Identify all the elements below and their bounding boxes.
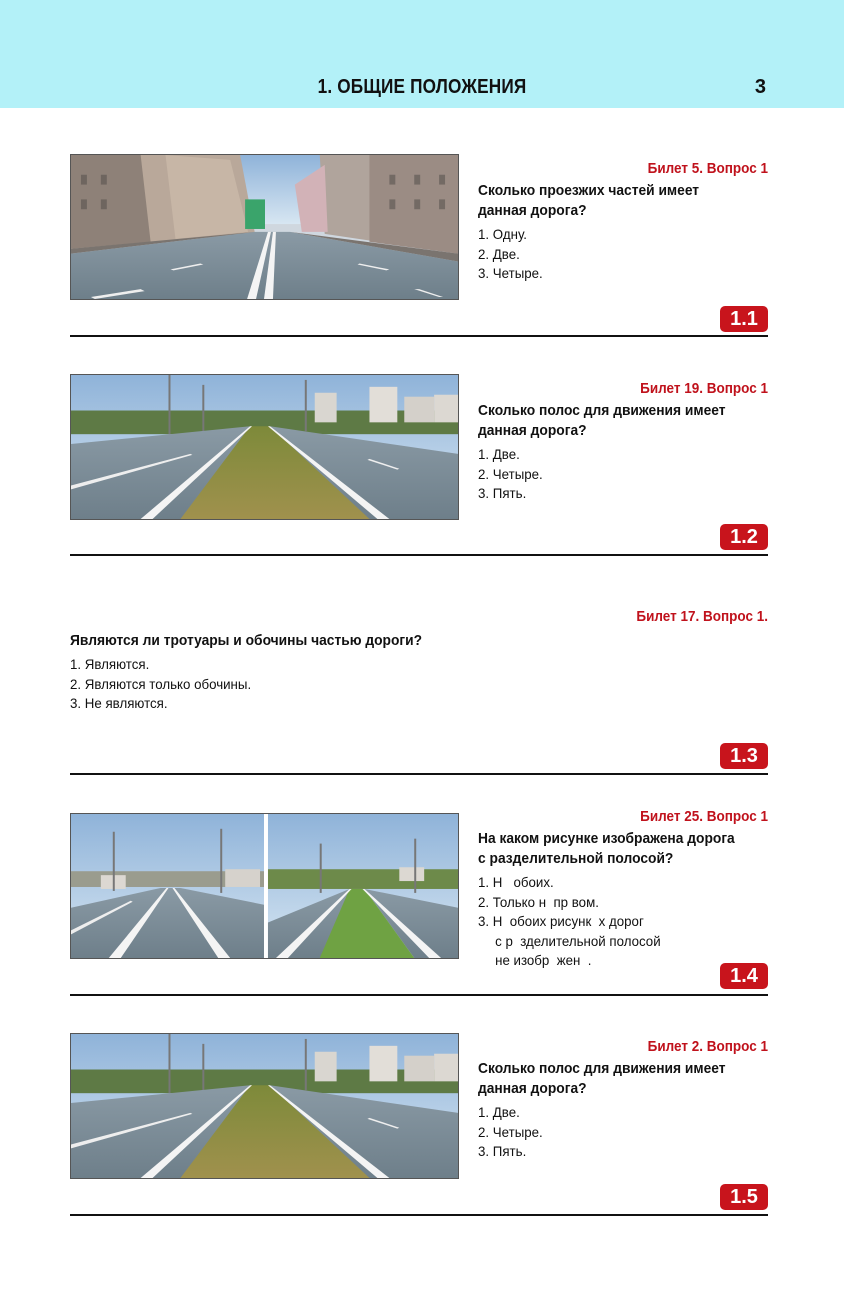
ticket-label: Билет 5. Вопрос 1 (647, 160, 768, 177)
question-block-1-4 (70, 808, 768, 999)
question-text: Сколько полос для движения имеет данная дорога? (478, 1060, 726, 1097)
city-street-photo (70, 154, 459, 300)
question-text: Являются ли тротуары и обочины частью дороги? (70, 632, 423, 649)
answer-option[interactable]: 3. Пять. (478, 1143, 527, 1159)
answer-option[interactable]: 2. Четыре. (478, 465, 543, 482)
answer-option[interactable]: 3. Н обоих рисунк х дорог (478, 913, 644, 929)
question-number-badge: 1.1 (720, 306, 768, 332)
question-block-1-1 (70, 154, 768, 338)
ticket-label: Билет 25. Вопрос 1 (640, 808, 768, 825)
answer-option[interactable]: 1. Н обоих. (478, 874, 554, 890)
question-line: На каком рисунке изображена дорога (478, 830, 735, 847)
answer-option[interactable]: 2. Являются только обочины. (70, 675, 252, 692)
answer-option[interactable]: 3. Четыре. (478, 265, 543, 281)
answer-list (478, 225, 768, 284)
question-panel (478, 808, 768, 971)
answer-list (478, 445, 768, 504)
question-panel (478, 160, 768, 284)
question-text: Сколько проезжих частей имеет данная дорога? (478, 182, 700, 219)
ticket-label: Билет 17. Вопрос 1. (636, 608, 768, 625)
answer-option[interactable]: 2. Только н пр вом. (478, 893, 599, 910)
question-number-badge: 1.4 (720, 963, 768, 989)
answer-option[interactable]: 2. Четыре. (478, 1123, 543, 1140)
question-number-badge: 1.3 (720, 743, 768, 769)
chapter-title: 1. ОБЩИЕ ПОЛОЖЕНИЯ (317, 76, 527, 98)
answer-option[interactable]: 1. Две. (478, 446, 520, 462)
section-divider (70, 1214, 768, 1216)
answer-continuation: с р зделительной полосой (495, 932, 661, 949)
answer-option[interactable]: 3. Пять. (478, 485, 527, 501)
question-block-1-5 (70, 1033, 768, 1219)
answer-list (70, 655, 768, 714)
answer-option[interactable]: 1. Являются. (70, 656, 150, 672)
answer-list (478, 1103, 768, 1162)
section-divider (70, 335, 768, 337)
ticket-label: Билет 2. Вопрос 1 (647, 1038, 768, 1055)
ticket-label: Билет 19. Вопрос 1 (640, 380, 768, 397)
divided-road-photo (70, 374, 459, 520)
answer-option[interactable]: 2. Две. (478, 245, 520, 262)
page-number: 3 (754, 76, 766, 98)
answer-list (478, 873, 768, 971)
answer-option[interactable]: 1. Две. (478, 1104, 520, 1120)
section-divider (70, 773, 768, 775)
question-line: с разделительной полосой? (478, 850, 674, 867)
answer-option[interactable]: 3. Не являются. (70, 695, 168, 711)
question-number-badge: 1.2 (720, 524, 768, 550)
answer-continuation: не изобр жен . (495, 952, 592, 968)
question-panel (478, 380, 768, 504)
question-number-badge: 1.5 (720, 1184, 768, 1210)
divided-road-photo (70, 1033, 459, 1179)
question-text (478, 829, 745, 869)
section-divider (70, 994, 768, 996)
page-header (0, 0, 844, 108)
question-block-1-2 (70, 374, 768, 558)
answer-option[interactable]: 1. Одну. (478, 226, 527, 242)
question-text: Сколько полос для движения имеет данная дорога? (478, 402, 726, 439)
question-panel (478, 1038, 768, 1162)
question-panel (70, 608, 768, 714)
question-block-1-3 (70, 606, 768, 778)
two-roads-photo (70, 813, 459, 959)
section-divider (70, 554, 768, 556)
